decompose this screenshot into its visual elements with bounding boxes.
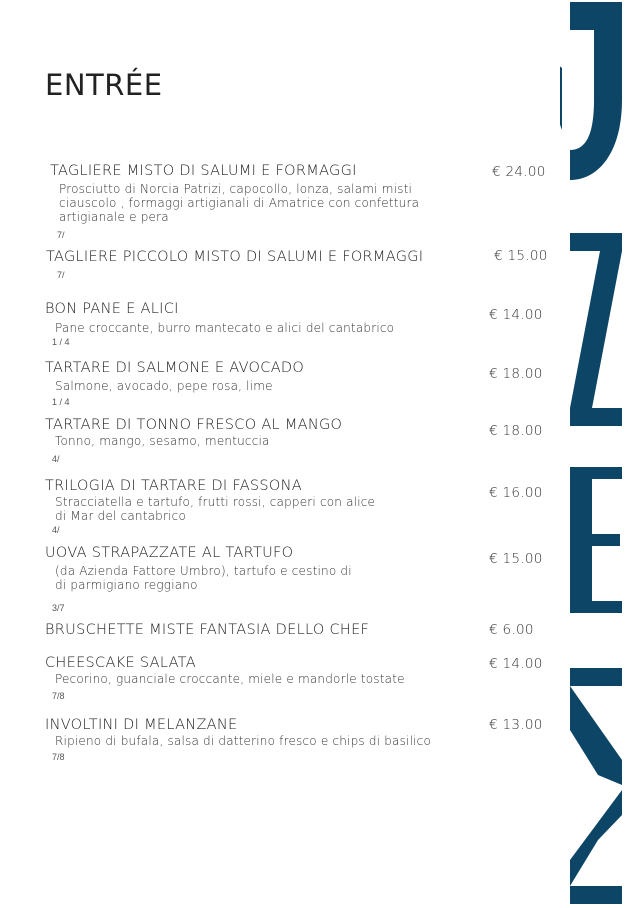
item-price: € 18.00 (489, 366, 543, 382)
item-name: TARTARE DI SALMONE E AVOCADO (45, 360, 305, 376)
item-allergens: 7/ (57, 270, 65, 280)
item-allergens: 4/ (52, 525, 60, 535)
page-title: ENTRÉE (45, 68, 163, 102)
item-name: TRILOGIA DI TARTARE DI FASSONA (45, 478, 303, 494)
item-price: € 15.00 (489, 551, 543, 567)
item-description: Stracciatella e tartufo, frutti rossi, capperi con alice di Mar del cantabrico (55, 495, 376, 523)
item-description: Salmone, avocado, pepe rosa, lime (55, 379, 273, 393)
item-name: BON PANE E ALICI (45, 301, 179, 317)
item-price: € 16.00 (489, 485, 543, 501)
item-description: Ripieno di bufala, salsa di datterino fresco e chips di basilico (55, 734, 431, 748)
item-allergens: 1 / 4 (52, 337, 70, 347)
item-description: (da Azienda Fattore Umbro), tartufo e cestino di di parmigiano reggiano (55, 564, 352, 592)
item-allergens: 7/ (57, 230, 65, 240)
item-description: Pecorino, guanciale croccante, miele e mandorle tostate (55, 672, 405, 686)
item-price: € 6.00 (489, 622, 534, 638)
item-name: TAGLIERE MISTO DI SALUMI E FORMAGGI (50, 163, 357, 179)
item-allergens: 7/8 (52, 752, 65, 762)
item-allergens: 1 / 4 (52, 397, 70, 407)
item-description: Pane croccante, burro mantecato e alici del cantabrico (55, 321, 395, 335)
item-name: BRUSCHETTE MISTE FANTASIA DELLO CHEF (45, 622, 370, 638)
menu-word-decoration (560, 0, 640, 908)
item-allergens: 3/7 (52, 603, 65, 613)
item-allergens: 7/8 (52, 691, 65, 701)
item-price: € 13.00 (489, 717, 543, 733)
item-name: INVOLTINI DI MELANZANE (45, 717, 238, 733)
item-name: UOVA STRAPAZZATE AL TARTUFO (45, 545, 294, 561)
item-name: CHEESCAKE SALATA (45, 655, 196, 671)
item-description: Prosciutto di Norcia Patrizi, capocollo, lonza, salami misti ciauscolo , formaggi artigianali di Amatrice con confettura artigianale e pera (59, 182, 420, 224)
item-allergens: 4/ (52, 454, 60, 464)
item-price: € 18.00 (489, 423, 543, 439)
item-price: € 15.00 (494, 248, 548, 264)
item-name: TAGLIERE PICCOLO MISTO DI SALUMI E FORMAGGI (46, 249, 424, 265)
item-price: € 24.00 (492, 164, 546, 180)
item-price: € 14.00 (489, 656, 543, 672)
item-description: Tonno, mango, sesamo, mentuccia (55, 434, 270, 448)
item-price: € 14.00 (489, 307, 543, 323)
item-name: TARTARE DI TONNO FRESCO AL MANGO (45, 417, 343, 433)
